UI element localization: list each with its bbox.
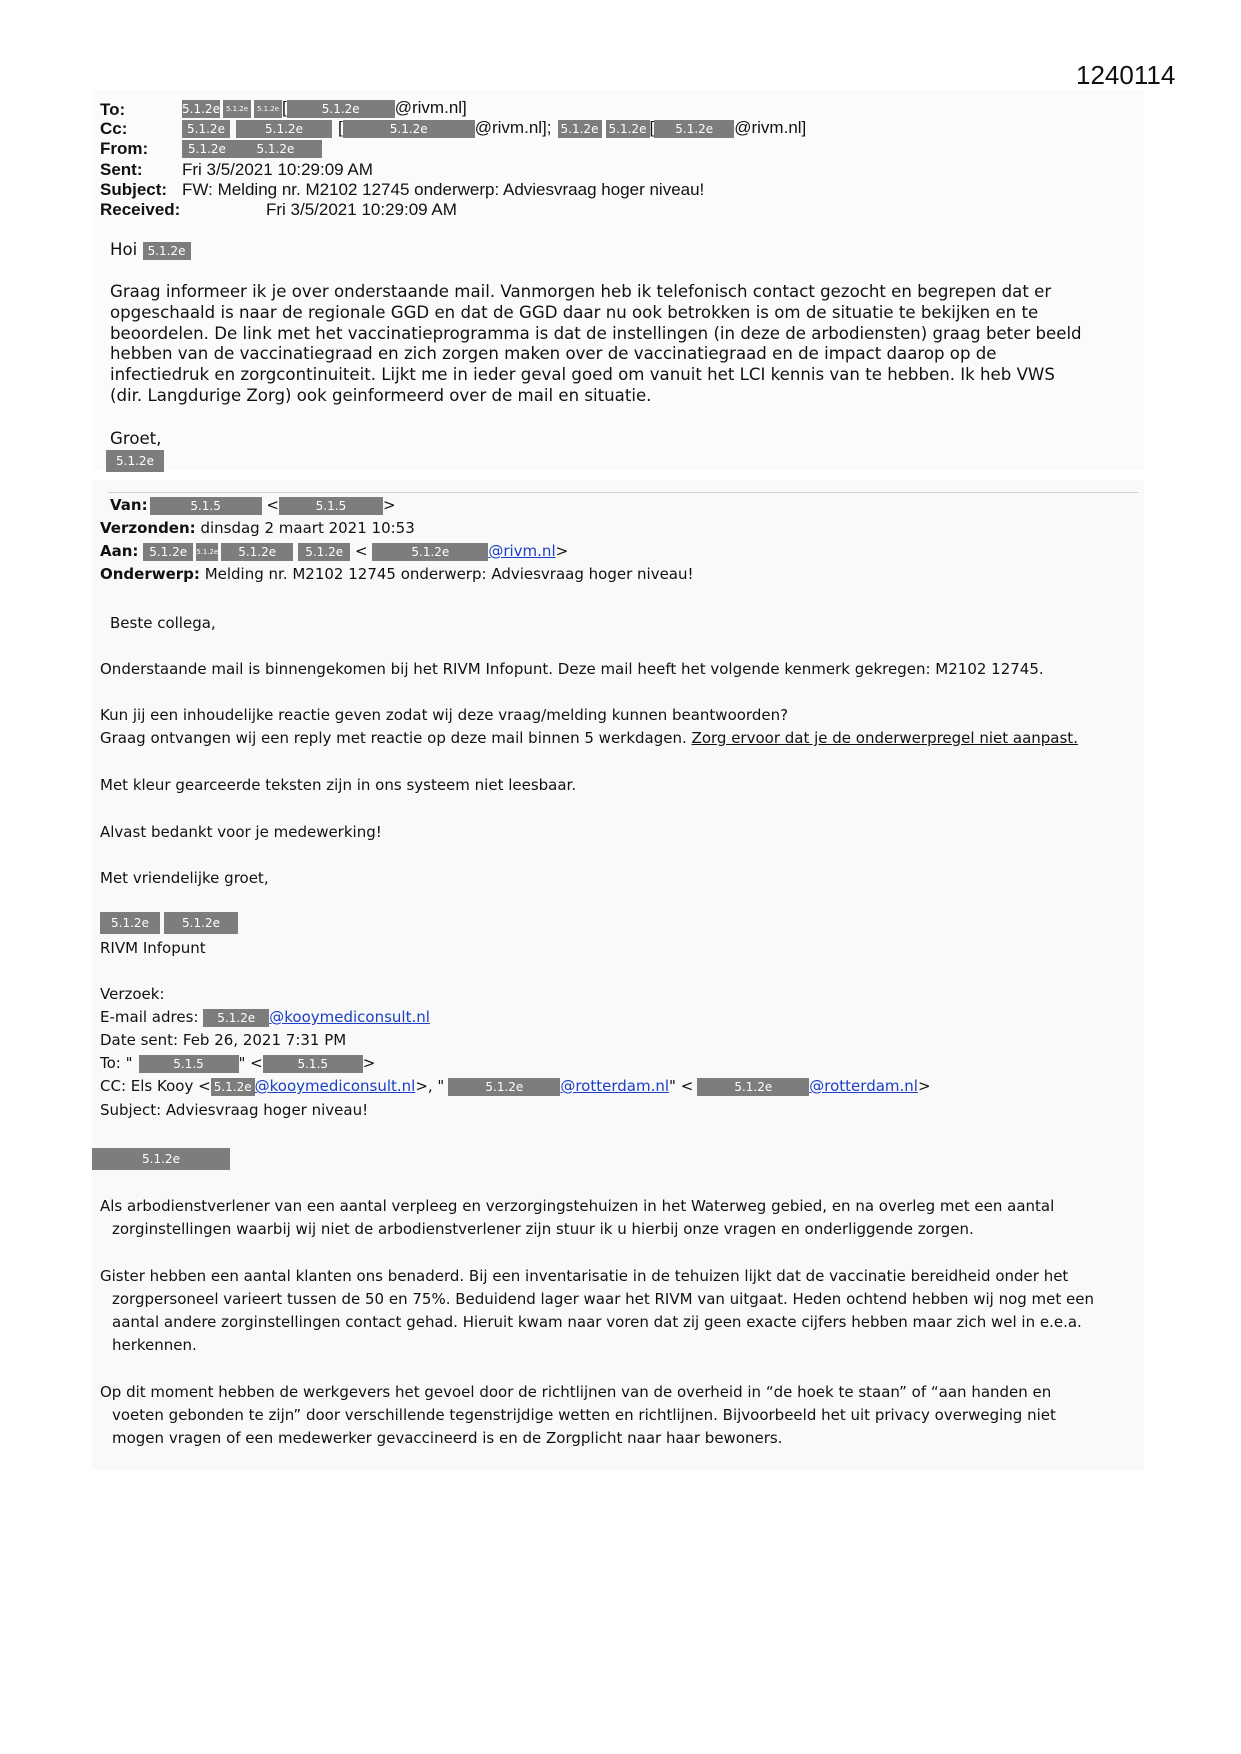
redaction: 5.1.2e — [654, 120, 734, 138]
redaction: 5.1.2e — [221, 543, 293, 561]
redaction: 5.1.2e — [606, 120, 650, 138]
cc-domain-1: @rivm.nl]; — [474, 118, 552, 137]
redaction: 5.1.2e — [254, 100, 282, 118]
cc-email-link-3[interactable]: @rotterdam.nl — [809, 1077, 918, 1095]
verzoek-label: Verzoek: — [100, 985, 165, 1003]
subject-value: FW: Melding nr. M2102 12745 onderwerp: Adviesvraag hoger niveau! — [182, 180, 705, 199]
redaction: 5.1.2e — [236, 120, 332, 138]
redaction: 5.1.2e — [196, 543, 218, 561]
redaction: 5.1.5 — [279, 497, 383, 515]
reply-signature — [106, 450, 164, 472]
redaction: 5.1.2e — [92, 1148, 230, 1170]
request-paragraph-2: Gister hebben een aantal klanten ons benaderd. Bij een inventarisatie in de tehuizen lijkt dat de vaccinatie bereidheid onder het zorgpersoneel varieert tussen de 50 en 75%. Beduidend lager waar het RIVM van uitgaat. Heden ochtend hebben wij nog met een aantal andere zorginstellingen contact gehad. Hieruit kwam naar voren dat zij geen exacte cijfers hebben maar zich wel in e.e.a. herkennen. — [100, 1267, 1095, 1354]
request-salutation-redaction — [92, 1148, 230, 1170]
redaction: 5.1.2e — [287, 100, 395, 118]
redaction: 5.1.2e — [298, 543, 350, 561]
redaction: 5.1.2e — [143, 242, 191, 260]
cc-domain-2: @rivm.nl] — [734, 118, 807, 137]
redaction: 5.1.2e — [182, 120, 230, 138]
fwd-paragraph-2b: Graag ontvangen wij een reply met reactie op deze mail binnen 5 werkdagen. Zorg ervoor dat je de onderwerpregel niet aanpast. — [100, 729, 1078, 747]
to-label: To: — [100, 100, 126, 119]
fwd-paragraph-5: Met vriendelijke groet, — [100, 869, 269, 887]
redaction: 5.1.2e — [106, 450, 164, 472]
redaction: 5.1.2e — [448, 1078, 560, 1096]
reply-greeting: Hoi 5.1.2e — [110, 240, 191, 261]
redaction: 5.1.2e — [203, 1009, 269, 1027]
fwd-paragraph-1: Onderstaande mail is binnengekomen bij het RIVM Infopunt. Deze mail heeft het volgende kenmerk gekregen: M2102 12745. — [100, 660, 1044, 678]
redaction: 5.1.2e — [223, 100, 251, 118]
redaction: 5.1.2e — [100, 912, 160, 934]
cc-email-link-1[interactable]: @kooymediconsult.nl — [254, 1077, 416, 1095]
fwd-aan: Aan: 5.1.2e 5.1.2e 5.1.2e 5.1.2e < 5.1.2e @rivm.nl> — [100, 542, 569, 560]
request-subject: Subject: Adviesvraag hoger niveau! — [100, 1101, 369, 1119]
redaction: 5.1.2e — [211, 1078, 255, 1096]
fwd-paragraph-3: Met kleur gearceerde teksten zijn in ons systeem niet leesbaar. — [100, 776, 577, 794]
aan-email-link[interactable]: @rivm.nl — [488, 542, 556, 560]
redaction: 5.1.2e — [343, 120, 475, 138]
sent-label: Sent: — [100, 160, 143, 179]
fwd-greeting: Beste collega, — [110, 614, 216, 632]
fwd-signature — [100, 912, 238, 934]
received-value: Fri 3/5/2021 10:29:09 AM — [266, 200, 457, 219]
sent-value: Fri 3/5/2021 10:29:09 AM — [182, 160, 373, 179]
divider — [108, 492, 1138, 493]
request-email: E-mail adres: 5.1.2e @kooymediconsult.nl — [100, 1008, 430, 1026]
request-to: To: " 5.1.5 " < 5.1.5 > — [100, 1054, 376, 1072]
reply-body: Graag informeer ik je over onderstaande mail. Vanmorgen heb ik telefonisch contact gezocht en begrepen dat er opgeschaald is naar de regionale GGD en dat de GGD daar nu ook betrokken is om de situatie te bekijken en te beoordelen. De link met het vaccinatieprogramma is dat de instellingen (in deze de arbodiensten) graag beter beeld hebben van de vaccinatiegraad en zich zorgen maken over de vaccinatiegraad en de impact daarop op de infectiedruk en zorgcontinuiteit. Lijkt me in ieder geval goed om vanuit het LCI kennis van te hebben. Ik heb VWS (dir. Langdurige Zorg) ook geinformeerd over de mail en situatie. — [110, 282, 1082, 405]
cc-email-link-2[interactable]: @rotterdam.nl — [560, 1077, 670, 1095]
from-label: From: — [100, 139, 149, 158]
fwd-paragraph-2a: Kun jij een inhoudelijke reactie geven zodat wij deze vraag/melding kunnen beantwoorden? — [100, 706, 789, 724]
redaction: 5.1.2e — [558, 120, 602, 138]
from-value — [182, 138, 322, 158]
redaction: 5.1.2e — [143, 543, 193, 561]
cc-label: Cc: — [100, 119, 128, 138]
fwd-van: Van: 5.1.5 < 5.1.5 > — [110, 496, 396, 514]
request-paragraph-3: Op dit moment hebben de werkgevers het gevoel door de richtlijnen van de overheid in “de hoek te staan” of “aan handen en voeten gebonden te zijn” door verschillende tegenstrijdige wetten en richtlijnen. Bijvoorbeeld het uit privacy overweging niet mogen vragen of een medewerker gevaccineerd is en de Zorgplicht naar haar bewoners. — [100, 1383, 1056, 1447]
fwd-paragraph-4: Alvast bedankt voor je medewerking! — [100, 823, 382, 841]
received-label: Received: — [100, 200, 181, 219]
email-link[interactable]: @kooymediconsult.nl — [269, 1008, 430, 1026]
redaction: 5.1.2e — [164, 912, 238, 934]
reply-closing: Groet, — [110, 429, 162, 448]
redaction: 5.1.5 — [263, 1055, 363, 1073]
request-cc: CC: Els Kooy < 5.1.2e @kooymediconsult.nl>, " 5.1.2e @rotterdam.nl" < 5.1.2e @rotterdam.nl> — [100, 1077, 931, 1095]
request-date: Date sent: Feb 26, 2021 7:31 PM — [100, 1031, 347, 1049]
redaction: 5.1.2e — [697, 1078, 809, 1096]
subject-label: Subject: — [100, 180, 168, 199]
fwd-org: RIVM Infopunt — [100, 939, 206, 957]
redaction: 5.1.2e 5.1.2e — [182, 140, 322, 158]
to-recipients: 5.1.2e 5.1.2e 5.1.2e [ 5.1.2e @rivm.nl] — [182, 98, 467, 117]
redaction: 5.1.2e — [372, 543, 488, 561]
fwd-onderwerp: Onderwerp: Melding nr. M2102 12745 onderwerp: Adviesvraag hoger niveau! — [100, 565, 694, 583]
redaction: 5.1.5 — [139, 1055, 239, 1073]
cc-recipients: 5.1.2e 5.1.2e [ 5.1.2e @rivm.nl]; 5.1.2e 5.1.2e [ 5.1.2e @rivm.nl] — [182, 118, 806, 138]
document-number: 1240114 — [1076, 60, 1176, 90]
request-paragraph-1: Als arbodienstverlener van een aantal verpleeg en verzorgingstehuizen in het Waterweg gebied, en na overleg met een aantal zorginstellingen waarbij wij niet de arbodienstverlener zijn stuur ik u hierbij onze vragen en onderliggende zorgen. — [100, 1197, 1055, 1238]
to-domain: @rivm.nl] — [394, 98, 467, 117]
fwd-verzonden: Verzonden: dinsdag 2 maart 2021 10:53 — [100, 519, 415, 537]
redaction: 5.1.5 — [150, 497, 262, 515]
redaction: 5.1.2e — [182, 101, 220, 116]
